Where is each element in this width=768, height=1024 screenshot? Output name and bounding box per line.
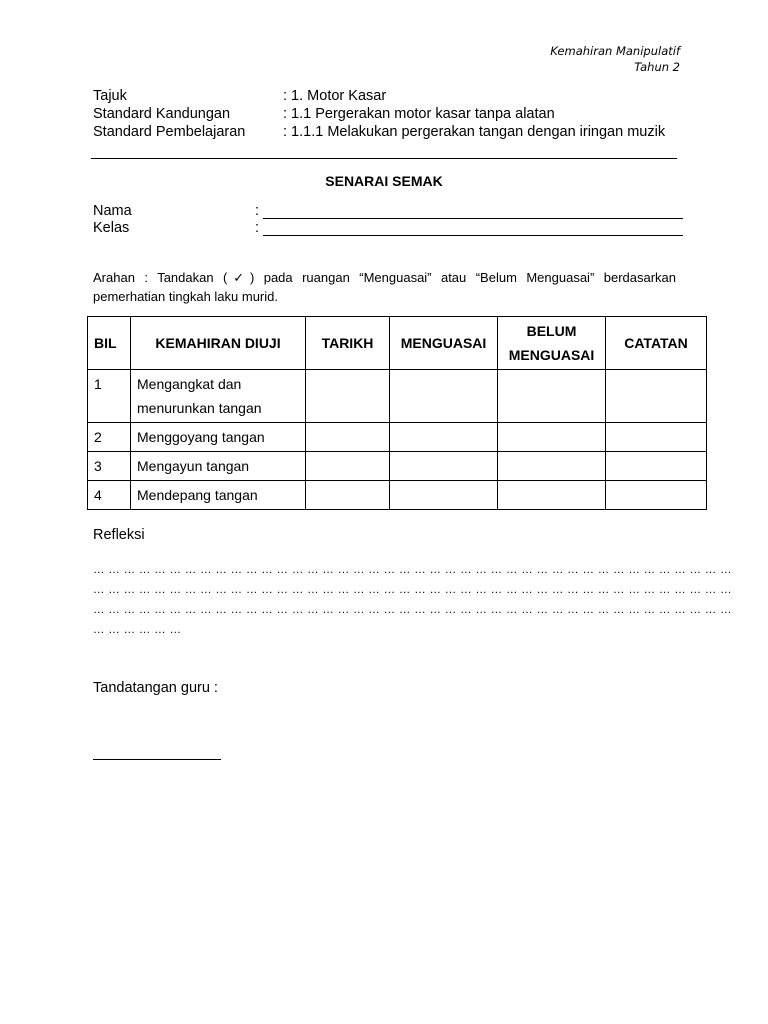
kelas-blank-line[interactable] [263, 220, 683, 236]
menguasai-cell[interactable] [390, 370, 498, 423]
header-subject: Kemahiran Manipulatif [550, 44, 680, 58]
row-bil: 1 [88, 370, 131, 423]
nama-blank-line[interactable] [263, 203, 683, 219]
meta-row-standard-pembelajaran [93, 123, 665, 141]
row-skill-line1: Mengangkat dan [137, 376, 242, 392]
horizontal-divider [91, 158, 677, 159]
row-skill: Menggoyang tangan [131, 423, 306, 452]
meta-block [93, 87, 665, 141]
header-catatan: CATATAN [606, 317, 707, 370]
row-bil: 3 [88, 452, 131, 481]
document-title: SENARAI SEMAK [325, 173, 443, 189]
catatan-cell[interactable] [606, 452, 707, 481]
header-belum-line1: BELUM [526, 323, 577, 339]
refleksi-dotted-lines[interactable] [93, 560, 732, 640]
menguasai-cell[interactable] [390, 481, 498, 510]
dotted-line-short: … … … … … … [93, 624, 182, 636]
checklist-table [87, 316, 707, 510]
header-kemahiran: KEMAHIRAN DIUJI [131, 317, 306, 370]
catatan-cell[interactable] [606, 370, 707, 423]
nama-label: Nama [93, 203, 132, 219]
signature-line[interactable] [93, 759, 221, 760]
meta-row-standard-kandungan [93, 105, 665, 123]
row-skill [131, 370, 306, 423]
signature-label: Tandatangan guru : [93, 680, 218, 696]
header-tarikh: TARIKH [306, 317, 390, 370]
header-bil: BIL [88, 317, 131, 370]
row-bil: 2 [88, 423, 131, 452]
menguasai-cell[interactable] [390, 423, 498, 452]
header-menguasai: MENGUASAI [390, 317, 498, 370]
dotted-line: … … … … … … … … … … … … … … … … … … … … … … … … … … … … … … … … … … … … … … … … … … [93, 564, 732, 576]
nama-colon: : [255, 203, 260, 219]
table-row [88, 481, 707, 510]
nama-field[interactable] [93, 203, 683, 219]
header-belum-line2: MENGUASAI [508, 347, 595, 363]
meta-value: : 1. Motor Kasar [283, 88, 387, 104]
menguasai-cell[interactable] [390, 452, 498, 481]
header-year: Tahun 2 [634, 60, 680, 74]
table-row [88, 452, 707, 481]
row-skill: Mengayun tangan [131, 452, 306, 481]
meta-value: : 1.1 Pergerakan motor kasar tanpa alatan [283, 106, 555, 122]
kelas-colon: : [255, 220, 260, 236]
row-skill: Mendepang tangan [131, 481, 306, 510]
belum-menguasai-cell[interactable] [498, 481, 606, 510]
dotted-line: … … … … … … … … … … … … … … … … … … … … … … … … … … … … … … … … … … … … … … … … … … [93, 584, 732, 596]
row-skill-line2: menurunkan tangan [137, 400, 262, 416]
table-row [88, 370, 707, 423]
table-row [88, 423, 707, 452]
catatan-cell[interactable] [606, 481, 707, 510]
dotted-line: … … … … … … … … … … … … … … … … … … … … … … … … … … … … … … … … … … … … … … … … … … [93, 604, 732, 616]
refleksi-label: Refleksi [93, 527, 145, 543]
table-header-row [88, 317, 707, 370]
meta-label: Tajuk [93, 88, 127, 104]
belum-menguasai-cell[interactable] [498, 452, 606, 481]
meta-label: Standard Kandungan [93, 106, 231, 122]
instructions: Arahan : Tandakan (✓) pada ruangan “Menguasai” atau “Belum Menguasai” berdasarkan pemerhatian tingkah laku murid. [93, 270, 676, 304]
header-belum-menguasai [498, 317, 606, 370]
catatan-cell[interactable] [606, 423, 707, 452]
belum-menguasai-cell[interactable] [498, 370, 606, 423]
kelas-label: Kelas [93, 220, 130, 236]
kelas-field[interactable] [93, 220, 683, 236]
tarikh-cell[interactable] [306, 423, 390, 452]
tarikh-cell[interactable] [306, 452, 390, 481]
meta-value: : 1.1.1 Melakukan pergerakan tangan dengan iringan muzik [283, 124, 666, 140]
tarikh-cell[interactable] [306, 370, 390, 423]
meta-row-tajuk [93, 87, 665, 105]
row-bil: 4 [88, 481, 131, 510]
tarikh-cell[interactable] [306, 481, 390, 510]
meta-label: Standard Pembelajaran [93, 124, 246, 140]
belum-menguasai-cell[interactable] [498, 423, 606, 452]
